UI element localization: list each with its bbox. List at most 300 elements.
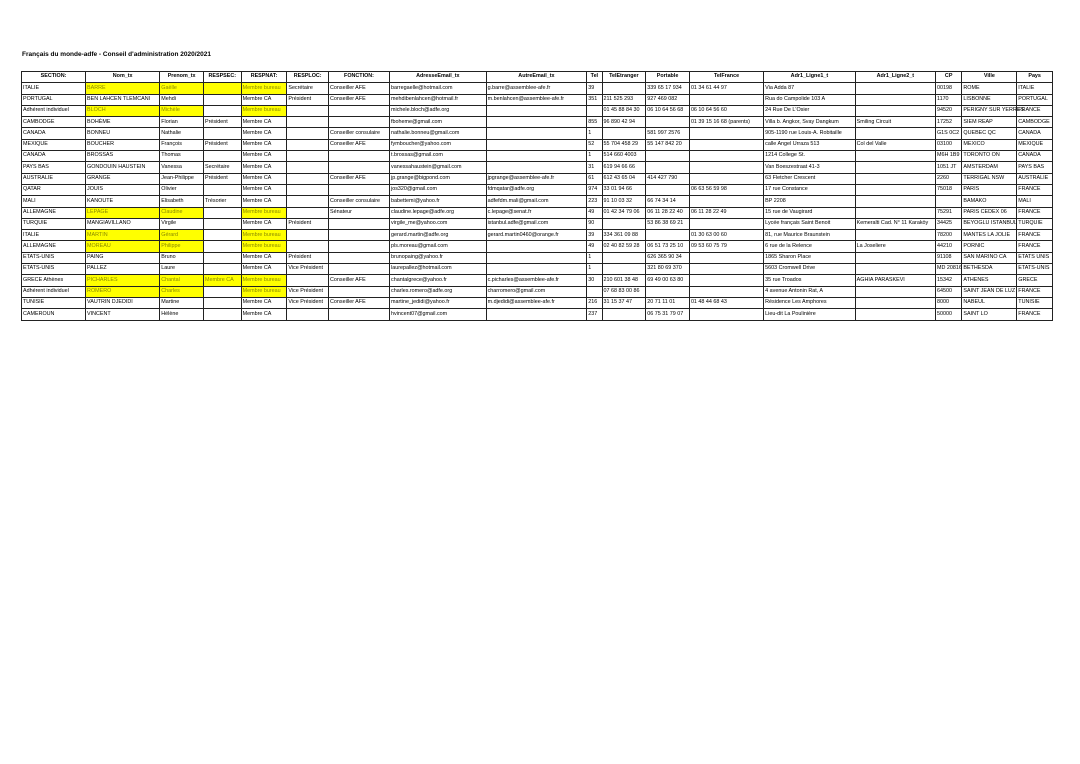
table-cell: 581 997 2576 bbox=[646, 128, 690, 139]
table-cell: calle Angel Urraza 513 bbox=[764, 139, 856, 150]
table-cell: 1865 Sharon Place bbox=[764, 252, 856, 263]
table-cell bbox=[329, 230, 390, 241]
table-cell: 81, rue Maurice Braunstein bbox=[764, 230, 856, 241]
table-cell: nathalie.bonneu@gmail.com bbox=[390, 128, 487, 139]
table-cell: 06 10 64 56 60 bbox=[689, 105, 763, 116]
table-cell: 1 bbox=[587, 128, 602, 139]
table-cell: La Joseliere bbox=[855, 241, 935, 252]
table-cell: SIEM REAP bbox=[962, 117, 1017, 128]
table-cell: FRANCE bbox=[1017, 184, 1053, 195]
table-cell: CAMBODGE bbox=[22, 117, 86, 128]
table-cell: TORONTO ON bbox=[962, 151, 1017, 162]
table-row bbox=[22, 252, 1053, 263]
table-cell: 5603 Cromwell Drive bbox=[764, 264, 856, 275]
table-cell: 44210 bbox=[935, 241, 961, 252]
table-cell bbox=[287, 139, 329, 150]
table-cell: jos320@gmail.com bbox=[390, 184, 487, 195]
table-cell bbox=[689, 275, 763, 286]
table-cell bbox=[855, 264, 935, 275]
table-cell: Membre bureau bbox=[241, 241, 287, 252]
table-cell bbox=[646, 151, 690, 162]
table-cell: BLOCH bbox=[86, 105, 160, 116]
table-cell bbox=[855, 184, 935, 195]
table-cell: Membre CA bbox=[241, 218, 287, 229]
table-cell: hvincent07@gmail.com bbox=[390, 309, 487, 320]
table-cell bbox=[602, 83, 646, 94]
table-row bbox=[22, 309, 1053, 320]
table-cell: Trésorier bbox=[203, 196, 241, 207]
table-cell: MEXICO bbox=[962, 139, 1017, 150]
table-cell bbox=[689, 162, 763, 173]
column-header: Pays bbox=[1017, 72, 1053, 83]
table-cell: Membre bureau bbox=[241, 275, 287, 286]
table-cell bbox=[329, 184, 390, 195]
table-cell bbox=[486, 139, 587, 150]
column-header: Portable bbox=[646, 72, 690, 83]
table-cell: Vice Président bbox=[287, 264, 329, 275]
column-header: Adr1_Ligne1_t bbox=[764, 72, 856, 83]
table-cell: Conseiller consulaire bbox=[329, 128, 390, 139]
table-cell: Olivier bbox=[160, 184, 204, 195]
table-cell: ITALIE bbox=[22, 230, 86, 241]
table-cell: GRECE bbox=[1017, 275, 1053, 286]
table-cell: 49 bbox=[587, 207, 602, 218]
table-cell: 1214 College St. bbox=[764, 151, 856, 162]
table-cell: Claudine bbox=[160, 207, 204, 218]
table-cell bbox=[602, 218, 646, 229]
table-cell: 321 80 69 370 bbox=[646, 264, 690, 275]
table-cell: 31 15 37 47 bbox=[602, 297, 646, 308]
table-cell: 612 43 65 04 bbox=[602, 173, 646, 184]
table-row bbox=[22, 184, 1053, 195]
table-cell: ITALIE bbox=[22, 83, 86, 94]
table-cell: François bbox=[160, 139, 204, 150]
table-cell: Rua do Campolide 103 A bbox=[764, 94, 856, 105]
table-cell: 15342 bbox=[935, 275, 961, 286]
table-cell bbox=[646, 184, 690, 195]
table-row bbox=[22, 117, 1053, 128]
table-row bbox=[22, 297, 1053, 308]
table-cell: gerard.martin0460@orange.fr bbox=[486, 230, 587, 241]
table-cell: Jean-Philippe bbox=[160, 173, 204, 184]
table-cell: m.djedidi@assemblee-afe.fr bbox=[486, 297, 587, 308]
table-cell: JOUIS bbox=[86, 184, 160, 195]
table-cell bbox=[203, 230, 241, 241]
table-cell bbox=[855, 297, 935, 308]
table-cell: MEXIQUE bbox=[1017, 139, 1053, 150]
table-cell: Chantal bbox=[160, 275, 204, 286]
table-cell: QUEBEC QC bbox=[962, 128, 1017, 139]
table-cell: m.benlahcen@assemblee-afe.fr bbox=[486, 94, 587, 105]
table-cell: Nathalie bbox=[160, 128, 204, 139]
table-cell: 53 86 38 69 21 bbox=[646, 218, 690, 229]
column-header: RESPLOC: bbox=[287, 72, 329, 83]
table-cell: MARTIN bbox=[86, 230, 160, 241]
table-cell: Résidence Les Amphores bbox=[764, 297, 856, 308]
column-header: CP bbox=[935, 72, 961, 83]
table-cell: SAN MARINO CA bbox=[962, 252, 1017, 263]
table-cell bbox=[689, 128, 763, 139]
table-cell: adfefdm.mali@gmail.com bbox=[486, 196, 587, 207]
table-cell bbox=[203, 286, 241, 297]
table-cell: GONDOUIN HAUSTEIN bbox=[86, 162, 160, 173]
table-cell: 09 53 60 75 79 bbox=[689, 241, 763, 252]
table-cell bbox=[329, 218, 390, 229]
table-cell: chantalgrece@yahoo.fr bbox=[390, 275, 487, 286]
table-cell bbox=[689, 173, 763, 184]
table-cell: Elisabeth bbox=[160, 196, 204, 207]
table-row bbox=[22, 128, 1053, 139]
table-cell: Lieu-dit La Poulinière bbox=[764, 309, 856, 320]
table-cell: t.brossas@gmail.com bbox=[390, 151, 487, 162]
table-cell: 64500 bbox=[935, 286, 961, 297]
table-row bbox=[22, 230, 1053, 241]
table-cell: Sénateur bbox=[329, 207, 390, 218]
table-cell: PALLEZ bbox=[86, 264, 160, 275]
table-cell: Membre bureau bbox=[241, 105, 287, 116]
table-cell: 1 bbox=[587, 264, 602, 275]
table-cell: AGHIA PARASKEVI bbox=[855, 275, 935, 286]
table-cell: 01 39 15 16 68 (parents) bbox=[689, 117, 763, 128]
table-cell: Membre CA bbox=[241, 128, 287, 139]
header-row bbox=[22, 72, 1053, 83]
table-cell: M6H 1B9 bbox=[935, 151, 961, 162]
table-cell bbox=[287, 105, 329, 116]
table-cell: 351 bbox=[587, 94, 602, 105]
table-cell: FRANCE bbox=[1017, 207, 1053, 218]
table-cell bbox=[329, 162, 390, 173]
table-cell: Laure bbox=[160, 264, 204, 275]
table-cell bbox=[287, 117, 329, 128]
table-cell: c.picharles@assemblee-afe.fr bbox=[486, 275, 587, 286]
table-cell bbox=[486, 241, 587, 252]
table-cell bbox=[855, 162, 935, 173]
table-cell: MALI bbox=[1017, 196, 1053, 207]
table-cell: 01 45 88 84 30 bbox=[602, 105, 646, 116]
table-cell bbox=[287, 151, 329, 162]
table-cell bbox=[689, 218, 763, 229]
table-cell bbox=[203, 94, 241, 105]
table-cell: 63 Fletcher Crescent bbox=[764, 173, 856, 184]
table-cell: 4 avenue Antonin Rat, A bbox=[764, 286, 856, 297]
table-cell: gerard.martin@adfe.org bbox=[390, 230, 487, 241]
table-cell: 50000 bbox=[935, 309, 961, 320]
table-cell bbox=[287, 230, 329, 241]
table-cell: PICHARLES bbox=[86, 275, 160, 286]
table-cell bbox=[646, 117, 690, 128]
table-cell: 91108 bbox=[935, 252, 961, 263]
table-cell: ALLEMAGNE bbox=[22, 241, 86, 252]
table-cell: Conseiller AFE bbox=[329, 94, 390, 105]
table-cell: Conseiller consulaire bbox=[329, 196, 390, 207]
table-cell: claudine.lepage@adfe.org bbox=[390, 207, 487, 218]
table-cell: FRANCE bbox=[1017, 230, 1053, 241]
table-cell: virgile_me@yahoo.com bbox=[390, 218, 487, 229]
table-cell: Membre CA bbox=[241, 252, 287, 263]
table-cell: Membre CA bbox=[241, 264, 287, 275]
table-cell bbox=[855, 173, 935, 184]
table-cell: 905-1190 rue Louis-A. Robitaille bbox=[764, 128, 856, 139]
table-cell: MANTES LA JOLIE bbox=[962, 230, 1017, 241]
table-cell: 06 11 28 22 49 bbox=[689, 207, 763, 218]
table-cell: FRANCE bbox=[1017, 241, 1053, 252]
table-cell bbox=[689, 139, 763, 150]
table-cell: CANADA bbox=[22, 151, 86, 162]
column-header: SECTION: bbox=[22, 72, 86, 83]
table-cell: Vice Président bbox=[287, 286, 329, 297]
table-row bbox=[22, 286, 1053, 297]
table-cell: Conseiller AFE bbox=[329, 173, 390, 184]
table-cell: 91 10 03 32 bbox=[602, 196, 646, 207]
table-cell: Membre CA bbox=[241, 196, 287, 207]
table-cell: 35 rue Troados bbox=[764, 275, 856, 286]
table-cell: 01 48 44 68 43 bbox=[689, 297, 763, 308]
table-cell: Via Adda 87 bbox=[764, 83, 856, 94]
table-cell bbox=[203, 207, 241, 218]
table-cell: Président bbox=[203, 139, 241, 150]
table-cell: 414 427 790 bbox=[646, 173, 690, 184]
table-cell: 974 bbox=[587, 184, 602, 195]
table-cell: PORTUGAL bbox=[1017, 94, 1053, 105]
table-cell bbox=[587, 286, 602, 297]
table-cell: 17 rue Constance bbox=[764, 184, 856, 195]
table-cell bbox=[689, 252, 763, 263]
table-cell: 01 42 34 79 06 bbox=[602, 207, 646, 218]
table-cell: ETATS-UNIS bbox=[22, 252, 86, 263]
table-cell: charles.romero@adfe.org bbox=[390, 286, 487, 297]
table-cell: vanessahaustein@gmail.com bbox=[390, 162, 487, 173]
table-cell: Philippe bbox=[160, 241, 204, 252]
table-cell: SAINT JEAN DE LUZ bbox=[962, 286, 1017, 297]
table-row bbox=[22, 275, 1053, 286]
table-cell bbox=[329, 117, 390, 128]
table-cell: 03100 bbox=[935, 139, 961, 150]
table-cell: BOUCHER bbox=[86, 139, 160, 150]
table-row bbox=[22, 151, 1053, 162]
table-cell: 15 rue de Vaugirard bbox=[764, 207, 856, 218]
table-cell: Membre CA bbox=[203, 275, 241, 286]
table-cell: TERRIGAL NSW bbox=[962, 173, 1017, 184]
table-cell: 20 71 11 01 bbox=[646, 297, 690, 308]
table-cell: BETHESDA bbox=[962, 264, 1017, 275]
table-cell bbox=[855, 286, 935, 297]
table-cell: 619 94 66 66 bbox=[602, 162, 646, 173]
table-cell: CANADA bbox=[1017, 151, 1053, 162]
table-cell: pls.moreau@gmail.com bbox=[390, 241, 487, 252]
table-cell bbox=[689, 264, 763, 275]
table-cell: ETATS-UNIS bbox=[22, 264, 86, 275]
table-cell bbox=[486, 309, 587, 320]
table-row bbox=[22, 207, 1053, 218]
table-cell: KANOUTE bbox=[86, 196, 160, 207]
table-cell: Secrétaire bbox=[287, 83, 329, 94]
column-header: Tel bbox=[587, 72, 602, 83]
table-cell: 1 bbox=[587, 151, 602, 162]
table-cell: ETATS-UNIS bbox=[1017, 264, 1053, 275]
column-header: Ville bbox=[962, 72, 1017, 83]
table-cell: VAUTRIN DJEDIDI bbox=[86, 297, 160, 308]
table-cell bbox=[287, 309, 329, 320]
table-cell: Smiling Circuit bbox=[855, 117, 935, 128]
table-cell: 52 bbox=[587, 139, 602, 150]
table-cell: 49 bbox=[587, 241, 602, 252]
table-cell bbox=[602, 309, 646, 320]
table-cell bbox=[287, 128, 329, 139]
table-cell: Vanessa bbox=[160, 162, 204, 173]
table-cell: Membre CA bbox=[241, 162, 287, 173]
column-header: TelEtranger bbox=[602, 72, 646, 83]
table-cell: Président bbox=[203, 173, 241, 184]
table-cell bbox=[329, 309, 390, 320]
table-cell bbox=[287, 275, 329, 286]
table-cell bbox=[203, 105, 241, 116]
table-cell: MANGIAVILLANO bbox=[86, 218, 160, 229]
table-cell bbox=[935, 196, 961, 207]
column-header: TelFrance bbox=[689, 72, 763, 83]
table-cell: Conseiller AFE bbox=[329, 139, 390, 150]
table-cell: BONNEU bbox=[86, 128, 160, 139]
table-cell: MOREAU bbox=[86, 241, 160, 252]
table-cell: PARIS bbox=[962, 184, 1017, 195]
table-cell: 626 365 90 34 bbox=[646, 252, 690, 263]
column-header: RESPNAT: bbox=[241, 72, 287, 83]
table-cell: 94520 bbox=[935, 105, 961, 116]
table-cell: BEYOGLU ISTANBUL bbox=[962, 218, 1017, 229]
table-cell bbox=[855, 83, 935, 94]
table-cell bbox=[486, 105, 587, 116]
table-row bbox=[22, 241, 1053, 252]
table-cell: Gaëlle bbox=[160, 83, 204, 94]
table-cell: PORNIC bbox=[962, 241, 1017, 252]
table-cell: GRANGE bbox=[86, 173, 160, 184]
table-cell: CAMBODGE bbox=[1017, 117, 1053, 128]
document-title: Français du monde-adfe - Conseil d'administration 2020/2021 bbox=[22, 51, 212, 58]
table-cell: LEPAGE bbox=[86, 207, 160, 218]
table-cell: g.barre@assemblee-afe.fr bbox=[486, 83, 587, 94]
table-cell: FRANCE bbox=[1017, 309, 1053, 320]
table-cell: CAMEROUN bbox=[22, 309, 86, 320]
table-cell: QATAR bbox=[22, 184, 86, 195]
table-row bbox=[22, 94, 1053, 105]
table-cell: AMSTERDAM bbox=[962, 162, 1017, 173]
table-cell: 237 bbox=[587, 309, 602, 320]
table-cell: 00198 bbox=[935, 83, 961, 94]
table-cell: 66 74 34 14 bbox=[646, 196, 690, 207]
table-cell: michele.bloch@adfe.org bbox=[390, 105, 487, 116]
table-cell: PAING bbox=[86, 252, 160, 263]
table-row bbox=[22, 83, 1053, 94]
table-cell: ITALIE bbox=[1017, 83, 1053, 94]
table-cell: BEN LAHCEN TLEMCANI bbox=[86, 94, 160, 105]
table-cell: 2260 bbox=[935, 173, 961, 184]
table-row bbox=[22, 162, 1053, 173]
table-cell: MD 20816 bbox=[935, 264, 961, 275]
table-cell: Kemeralti Cad. N° 11 Karaköy bbox=[855, 218, 935, 229]
table-cell: BOHÈME bbox=[86, 117, 160, 128]
table-cell: FRANCE bbox=[1017, 105, 1053, 116]
table-cell: 223 bbox=[587, 196, 602, 207]
table-cell bbox=[855, 151, 935, 162]
table-cell bbox=[646, 230, 690, 241]
table-cell: 75018 bbox=[935, 184, 961, 195]
column-header: Nom_tx bbox=[86, 72, 160, 83]
table-cell bbox=[287, 241, 329, 252]
table-cell: TUNISIE bbox=[1017, 297, 1053, 308]
table-cell: BARRE bbox=[86, 83, 160, 94]
table-cell: 01 30 63 00 60 bbox=[689, 230, 763, 241]
table-cell bbox=[287, 196, 329, 207]
table-cell: TURQUIE bbox=[1017, 218, 1053, 229]
table-cell: Président bbox=[287, 218, 329, 229]
table-cell: ETATS UNIS bbox=[1017, 252, 1053, 263]
table-cell: BAMAKO bbox=[962, 196, 1017, 207]
table-cell: 61 bbox=[587, 173, 602, 184]
table-row bbox=[22, 105, 1053, 116]
table-row bbox=[22, 196, 1053, 207]
table-cell: ATHENES bbox=[962, 275, 1017, 286]
table-cell bbox=[203, 83, 241, 94]
table-cell bbox=[855, 105, 935, 116]
table-cell bbox=[689, 196, 763, 207]
table-cell: ROME bbox=[962, 83, 1017, 94]
table-cell bbox=[855, 207, 935, 218]
table-cell: 39 bbox=[587, 230, 602, 241]
table-cell bbox=[689, 151, 763, 162]
table-cell bbox=[587, 105, 602, 116]
table-cell: Membre CA bbox=[241, 139, 287, 150]
table-cell: MEXIQUE bbox=[22, 139, 86, 150]
table-cell bbox=[287, 162, 329, 173]
table-cell bbox=[486, 252, 587, 263]
table-cell: AUSTRALIE bbox=[22, 173, 86, 184]
table-cell: PAYS BAS bbox=[1017, 162, 1053, 173]
table-cell bbox=[689, 286, 763, 297]
table-cell: PORTUGAL bbox=[22, 94, 86, 105]
table-cell: jp.grange@bigpond.com bbox=[390, 173, 487, 184]
table-cell: PARIS CEDEX 06 bbox=[962, 207, 1017, 218]
table-cell: Conseiller AFE bbox=[329, 83, 390, 94]
table-cell bbox=[602, 264, 646, 275]
table-cell: Membre bureau bbox=[241, 207, 287, 218]
table-cell: brunopaing@yahoo.fr bbox=[390, 252, 487, 263]
table-cell: 06 11 28 22 40 bbox=[646, 207, 690, 218]
table-cell: 01 34 61 44 97 bbox=[689, 83, 763, 94]
table-cell: Florian bbox=[160, 117, 204, 128]
table-cell: jpgrange@assemblee-afe.fr bbox=[486, 173, 587, 184]
table-cell: charromero@gmail.com bbox=[486, 286, 587, 297]
table-cell bbox=[329, 151, 390, 162]
table-cell bbox=[329, 105, 390, 116]
table-cell: BROSSAS bbox=[86, 151, 160, 162]
table-cell bbox=[329, 286, 390, 297]
table-cell: PERIGNY SUR YERRES bbox=[962, 105, 1017, 116]
table-cell: Conseiller AFE bbox=[329, 275, 390, 286]
table-cell: Mehdi bbox=[160, 94, 204, 105]
table-cell: Martine bbox=[160, 297, 204, 308]
table-cell bbox=[203, 218, 241, 229]
table-cell: Van Boeszestraat 41-3 bbox=[764, 162, 856, 173]
table-cell: Hélène bbox=[160, 309, 204, 320]
table-row bbox=[22, 218, 1053, 229]
table-cell: 75291 bbox=[935, 207, 961, 218]
table-cell: TUNISIE bbox=[22, 297, 86, 308]
column-header: AdresseEmail_tx bbox=[390, 72, 487, 83]
table-cell bbox=[329, 264, 390, 275]
table-cell: 33 01 94 66 bbox=[602, 184, 646, 195]
table-cell bbox=[203, 241, 241, 252]
table-cell bbox=[287, 207, 329, 218]
table-cell: Membre CA bbox=[241, 309, 287, 320]
